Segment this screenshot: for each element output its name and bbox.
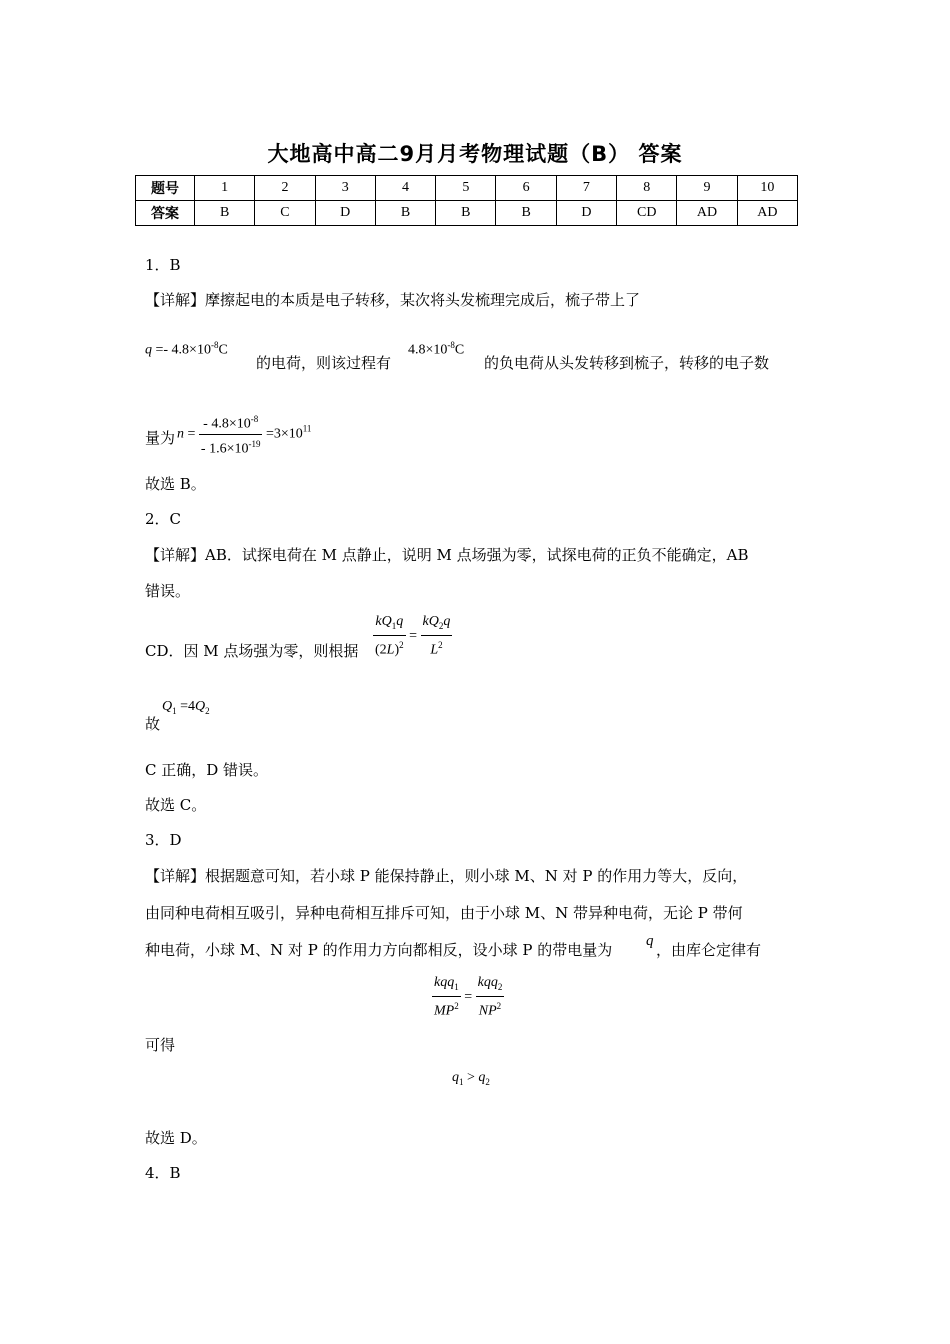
table-cell: 3: [315, 176, 375, 201]
q3-formula-compare: $q_1 > q_2$: [452, 1070, 490, 1087]
q4-heading: 4．B: [145, 1164, 181, 1182]
table-cell: C: [255, 201, 315, 226]
q1-heading: 1．B: [145, 256, 181, 274]
answer-table: [135, 175, 798, 226]
q2-formula-field: $\frac{kQ_1q}{(2L)^2}$ = $\frac{kQ_2q}{L^2}$: [375, 614, 451, 658]
q2-line4: 故: [145, 715, 161, 733]
table-cell: B: [436, 201, 496, 226]
q3-line3-a: 种电荷，小球 M、N 对 P 的作用力方向都相反，设小球 P 的带电量为: [145, 941, 613, 959]
q3-line4: 可得: [145, 1036, 176, 1054]
table-cell: B: [375, 201, 435, 226]
q1-line3-start: 量为: [145, 429, 176, 447]
q2-formula-ratio: $Q_1 =4Q_2$: [162, 699, 210, 716]
table-cell: 6: [496, 176, 556, 201]
q3-heading: 3．D: [145, 831, 182, 849]
q3-line2: 由同种电荷相互吸引，异种电荷相互排斥可知，由于小球 M、N 带异种电荷，无论 P 带何: [145, 904, 743, 922]
q2-line3: CD．因 M 点场强为零，则根据: [145, 642, 359, 660]
table-cell: 1: [195, 176, 255, 201]
q1-formula-charge: $q =- 4.8\times 10^{-8}C$: [145, 340, 228, 358]
q1-conclusion: 故选 B。: [145, 475, 206, 493]
table-cell: AD: [677, 201, 737, 226]
q1-formula-amount: $4.8\times 10^{-8}C$: [408, 340, 465, 358]
table-cell: 8: [617, 176, 677, 201]
q1-line2-end: 的负电荷从头发转移到梳子，转移的电子数: [484, 354, 770, 372]
q3-line3-b: ，由库仑定律有: [656, 941, 762, 959]
table-cell: B: [496, 201, 556, 226]
q3-conclusion: 故选 D。: [145, 1129, 207, 1147]
q2-conclusion: 故选 C。: [145, 796, 207, 814]
q3-formula-coulomb: $\frac{kqq_1}{MP^2}$ = $\frac{kqq_2}{NP^2}$: [434, 975, 503, 1019]
q1-line2-mid: 的电荷，则该过程有: [256, 354, 392, 372]
q1-line1: 【详解】摩擦起电的本质是电子转移，某次将头发梳理完成后，梳子带上了: [145, 291, 641, 309]
table-cell: D: [315, 201, 375, 226]
table-cell: 10: [737, 176, 797, 201]
q2-line1: 【详解】AB．试探电荷在 M 点静止，说明 M 点场强为零，试探电荷的正负不能确定，AB: [145, 546, 749, 564]
table-cell: 7: [556, 176, 616, 201]
row-label: 题号: [136, 176, 195, 201]
table-cell: D: [556, 201, 616, 226]
table-cell: 2: [255, 176, 315, 201]
q2-heading: 2．C: [145, 510, 182, 528]
table-row-answers: [136, 201, 798, 226]
q2-line5: C 正确，D 错误。: [145, 761, 269, 779]
table-row-numbers: [136, 176, 798, 201]
table-cell: 5: [436, 176, 496, 201]
q3-line1: 【详解】根据题意可知，若小球 P 能保持静止，则小球 M、N 对 P 的作用力等大，反向，: [145, 867, 748, 885]
q2-line2: 错误。: [145, 582, 191, 600]
q3-symbol-q: q: [646, 933, 654, 949]
table-cell: 9: [677, 176, 737, 201]
table-cell: B: [195, 201, 255, 226]
page-title: 大地高中高二9月月考物理试题（B） 答案: [267, 142, 683, 166]
table-cell: AD: [737, 201, 797, 226]
table-cell: 4: [375, 176, 435, 201]
row-label: 答案: [136, 201, 195, 226]
q1-formula-n: n = $\frac{- 4.8\times 10^{-8}}{- 1.6\times 10^{-19}}$ $=3\times 10^{11}$: [177, 410, 311, 458]
table-cell: CD: [617, 201, 677, 226]
